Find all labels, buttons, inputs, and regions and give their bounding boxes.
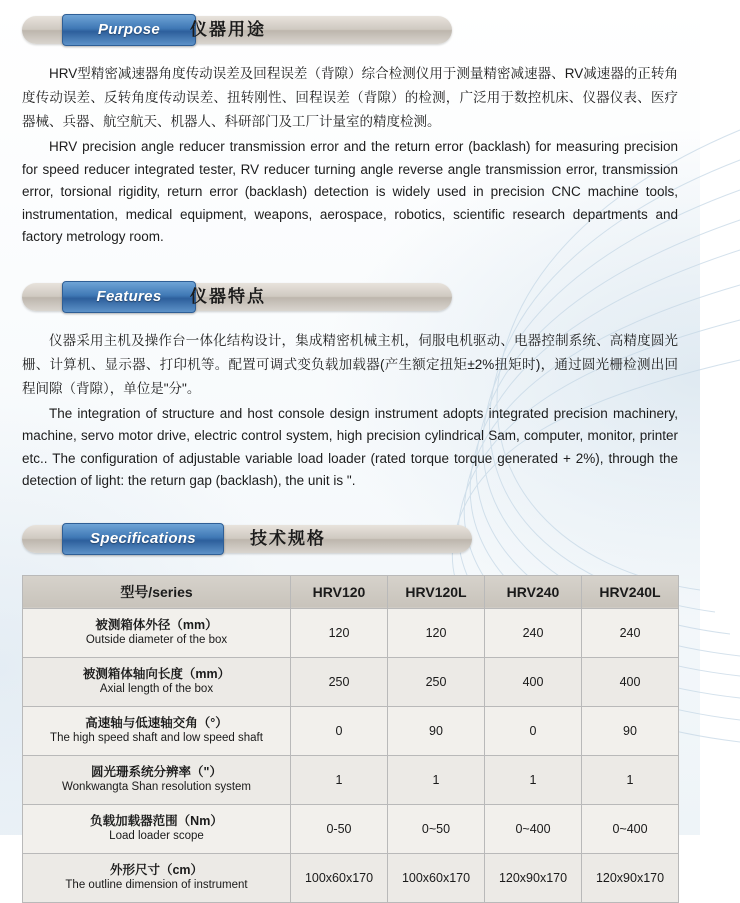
table-header-cell: HRV240 (485, 575, 582, 608)
row-label (23, 706, 291, 755)
section-tab-features: Features (62, 281, 196, 313)
section-header-purpose (22, 14, 700, 48)
table-header-cell: HRV120L (388, 575, 485, 608)
table-cell: 120 (291, 608, 388, 657)
row-label-cn: 高速轴与低速轴交角（°） (85, 715, 228, 730)
purpose-text-block (22, 62, 678, 249)
table-row (23, 755, 679, 804)
table-header-cell: 型号/series (23, 575, 291, 608)
section-header-specifications (22, 523, 700, 557)
table-cell: 240 (485, 608, 582, 657)
row-label-cn: 被测箱体外径（mm） (95, 617, 218, 632)
row-label (23, 755, 291, 804)
table-cell: 1 (388, 755, 485, 804)
table-cell: 0~400 (582, 804, 679, 853)
table-cell: 0 (485, 706, 582, 755)
table-cell: 0-50 (291, 804, 388, 853)
row-label (23, 853, 291, 902)
table-cell: 120 (388, 608, 485, 657)
purpose-paragraph-cn: HRV型精密减速器角度传动误差及回程误差（背隙）综合检测仪用于测量精密减速器、RV减速器的正转角度传动误差、反转角度传动误差、扭转刚性、回程误差（背隙）的检测，广泛用于数控机床、仪器仪表、医疗器械、兵器、航空航天、机器人、科研部门及工厂计量室的精度检测。 (22, 66, 678, 129)
row-label-cn: 负载加载器范围（Nm） (90, 813, 223, 828)
row-label (23, 657, 291, 706)
table-cell: 90 (582, 706, 679, 755)
row-label-cn: 被测箱体轴向长度（mm） (82, 666, 231, 681)
table-cell: 400 (582, 657, 679, 706)
row-label-en: The high speed shaft and low speed shaft (50, 731, 263, 744)
section-title-cn-purpose: 仪器用途 (190, 20, 266, 39)
row-label-en: Wonkwangta Shan resolution system (62, 780, 251, 793)
table-cell: 0~400 (485, 804, 582, 853)
table-header-cell: HRV240L (582, 575, 679, 608)
table-cell: 100x60x170 (388, 853, 485, 902)
table-row (23, 706, 679, 755)
section-header-features (22, 281, 700, 315)
row-label-en: Axial length of the box (99, 682, 214, 695)
table-header-row (23, 575, 679, 608)
row-label (23, 804, 291, 853)
purpose-paragraph-en: HRV precision angle reducer transmission error and the return error (backlash) for measuring precision for speed reducer integrated tester, RV reducer turning angle reverse angle transmission error, transmission error, torsional rigidity, return error (backlash) detection is widely used in precision CNC machine tools, instrumentation, medical equipment, weapons, aerospace, robotics, scientific research departments and factory metrology room. (22, 139, 678, 244)
table-cell: 100x60x170 (291, 853, 388, 902)
table-cell: 0~50 (388, 804, 485, 853)
section-tab-specifications: Specifications (62, 523, 224, 555)
table-header-cell: HRV120 (291, 575, 388, 608)
table-cell: 400 (485, 657, 582, 706)
table-cell: 1 (291, 755, 388, 804)
section-title-cn-specifications: 技术规格 (250, 528, 326, 548)
table-cell: 90 (388, 706, 485, 755)
specifications-table (22, 575, 679, 903)
table-cell: 250 (388, 657, 485, 706)
row-label-cn: 外形尺寸（cm） (109, 862, 204, 877)
row-label-en: Outside diameter of the box (85, 633, 228, 646)
features-paragraph-en: The integration of structure and host console design instrument adopts integrated precision machinery, machine, servo motor drive, electric control system, high precision cylindrical Sam, computer, monitor, printer etc.. The configuration of adjustable variable load loader (rated torque torque generated + 2%), through the detection of light: the return gap (backlash), the unit is ". (22, 405, 678, 488)
table-row (23, 804, 679, 853)
table-cell: 1 (485, 755, 582, 804)
row-label (23, 608, 291, 657)
section-title-cn-features: 仪器特点 (190, 286, 266, 306)
table-cell: 250 (291, 657, 388, 706)
row-label-cn: 圆光珊系统分辨率（"） (91, 764, 222, 779)
table-cell: 120x90x170 (582, 853, 679, 902)
features-text-block (22, 329, 678, 493)
table-cell: 120x90x170 (485, 853, 582, 902)
section-tab-purpose: Purpose (62, 14, 196, 46)
table-row (23, 608, 679, 657)
table-cell: 240 (582, 608, 679, 657)
specifications-table-wrapper (22, 575, 678, 903)
row-label-en: The outline dimension of instrument (65, 878, 248, 891)
table-row (23, 657, 679, 706)
row-label-en: Load loader scope (109, 829, 204, 842)
table-cell: 1 (582, 755, 679, 804)
table-row (23, 853, 679, 902)
table-cell: 0 (291, 706, 388, 755)
features-paragraph-cn: 仪器采用主机及操作台一体化结构设计，集成精密机械主机，伺服电机驱动、电器控制系统、高精度圆光栅、计算机、显示器、打印机等。配置可调式变负载加载器(产生额定扭矩±2%扭矩时)，通过圆光栅检测出回程间隙（背隙），单位是"分"。 (22, 332, 678, 396)
